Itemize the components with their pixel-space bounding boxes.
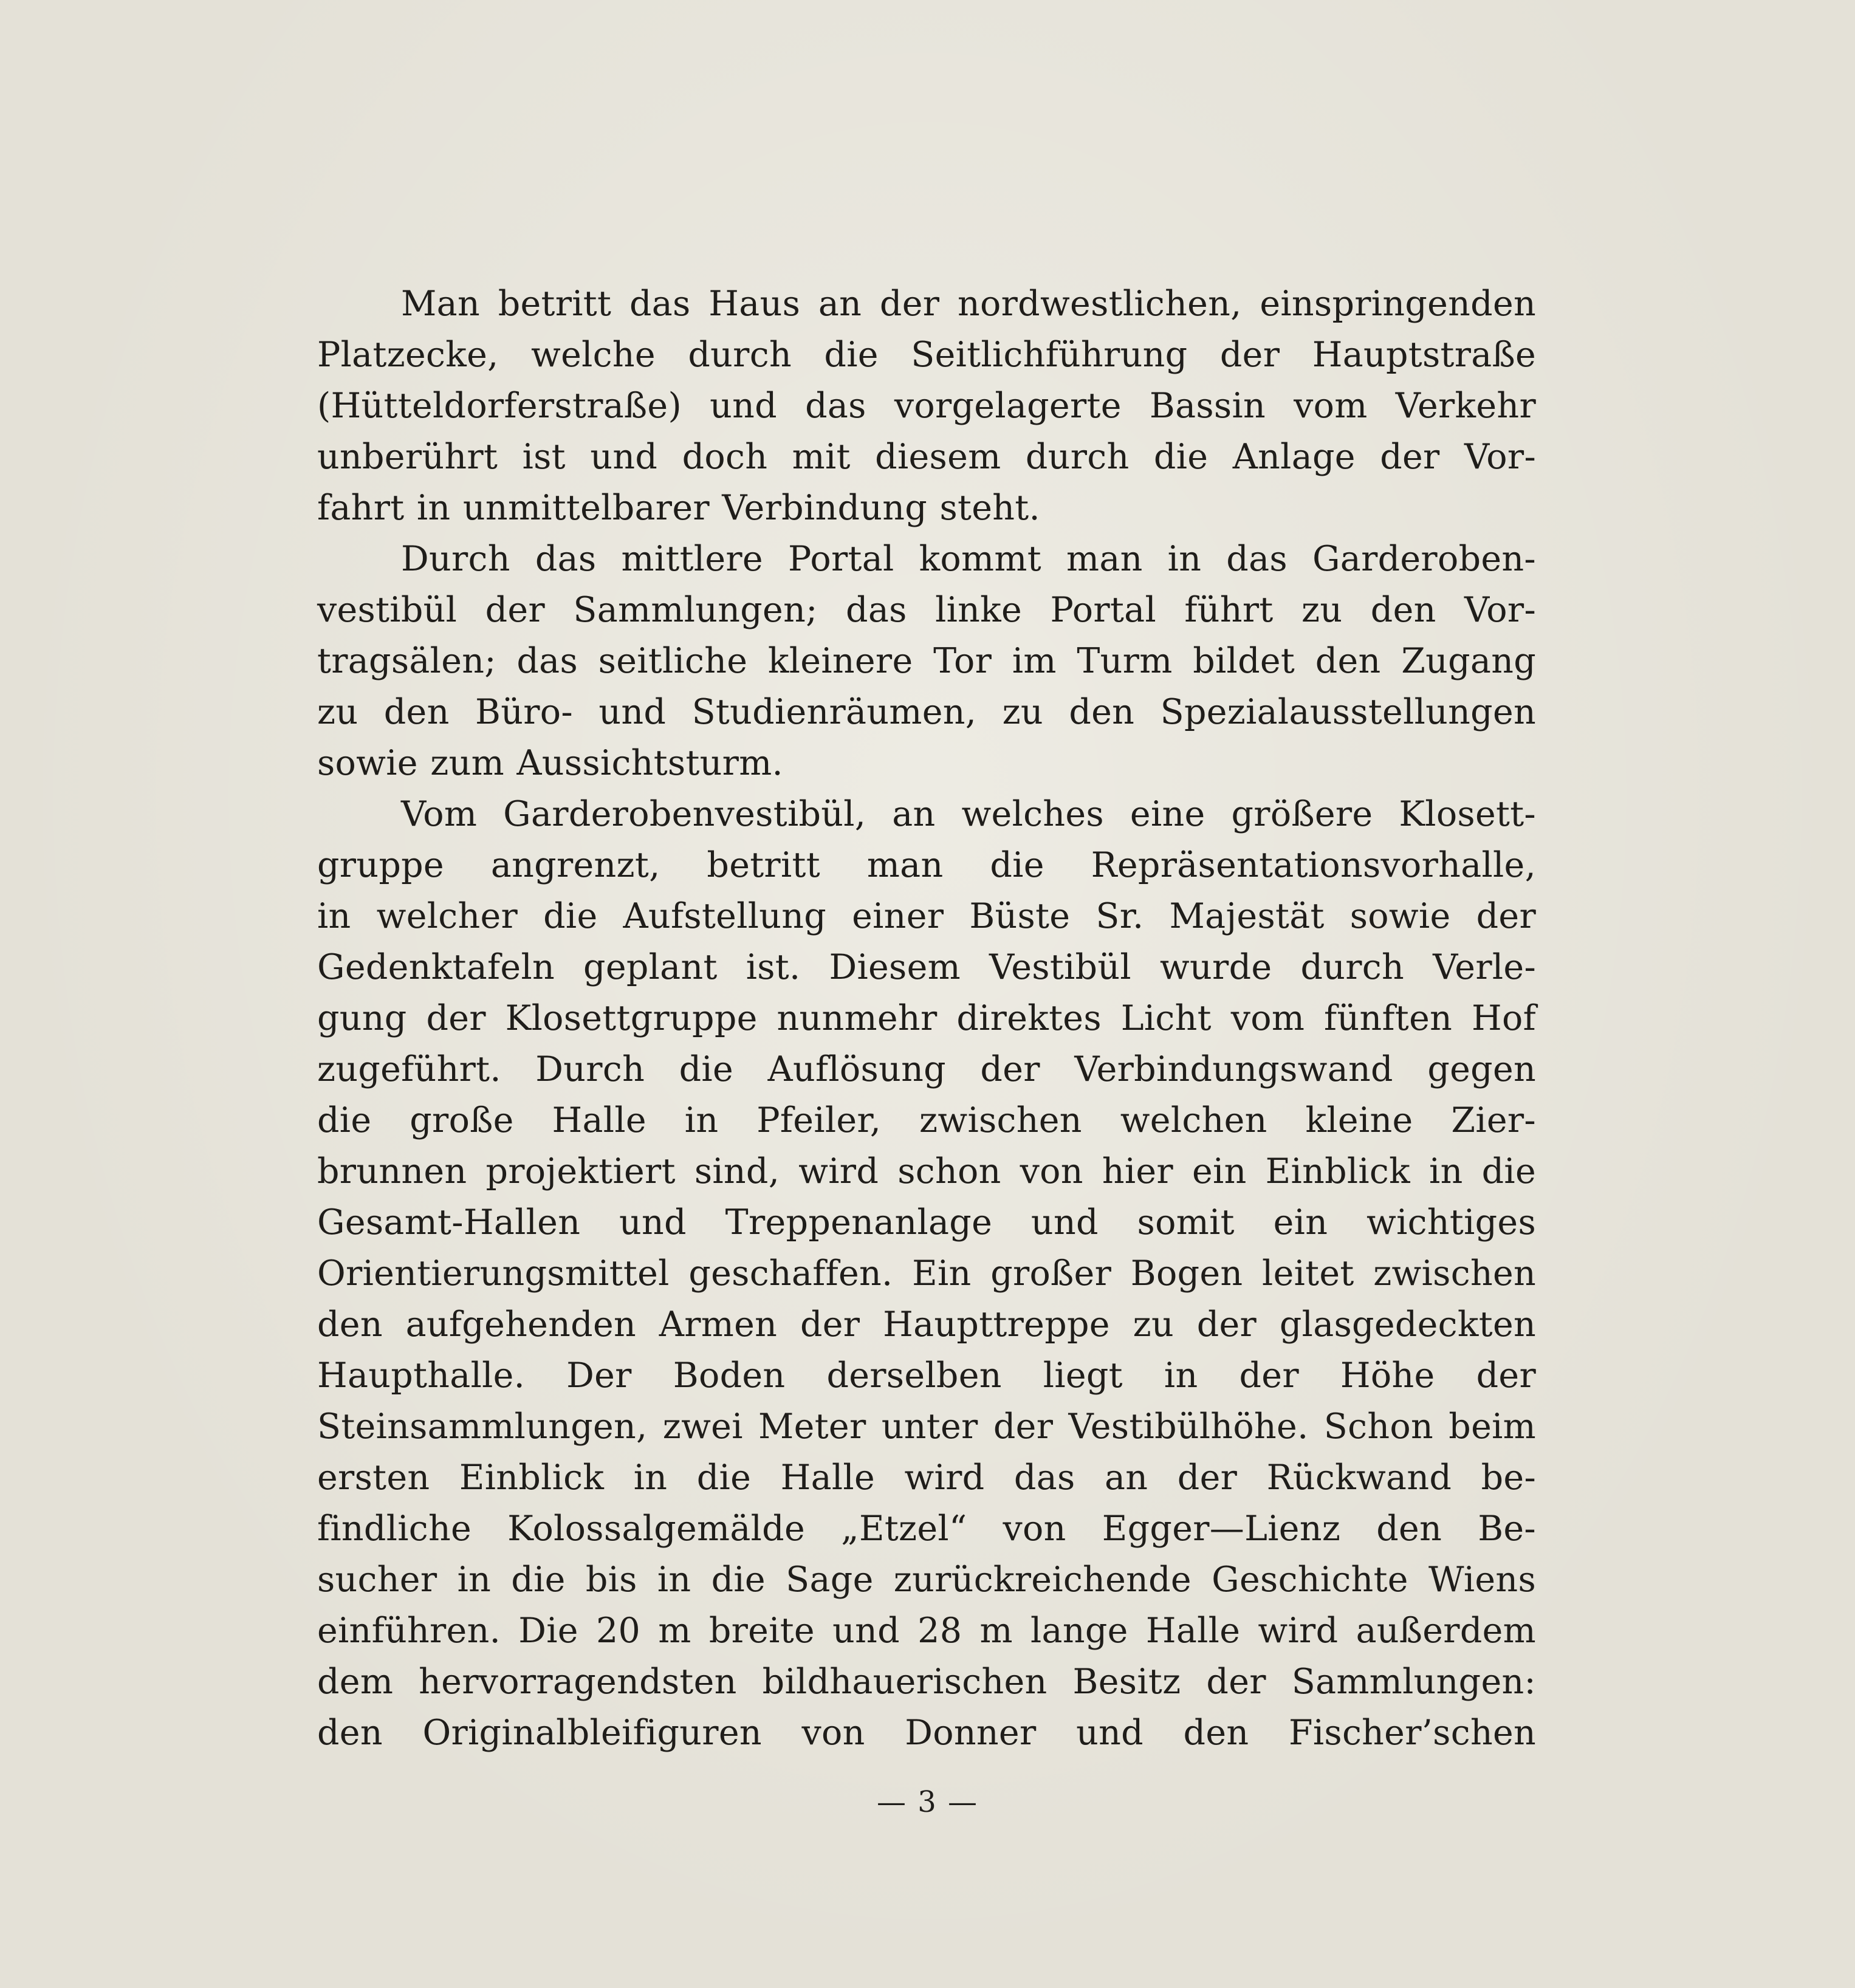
text-line: in welcher die Aufstellung einer Büste Sr. Majestät sowie der <box>317 896 1536 936</box>
text-line: zugeführt. Durch die Auflösung der Verbindungswand gegen <box>317 1049 1536 1089</box>
text-line: unberührt ist und doch mit diesem durch die Anlage der Vor- <box>317 437 1536 477</box>
text-line: Durch das mittlere Portal kommt man in das Garderoben- <box>401 539 1536 579</box>
text-line: Steinsammlungen, zwei Meter unter der Vestibülhöhe. Schon beim <box>317 1407 1536 1447</box>
text-line: Orientierungsmittel geschaffen. Ein großer Bogen leitet zwischen <box>317 1253 1536 1294</box>
text-line: (Hütteldorferstraße) und das vorgelagerte Bassin vom Verkehr <box>317 386 1536 426</box>
text-line: gruppe angrenzt, betritt man die Repräsentationsvorhalle, <box>317 845 1536 885</box>
text-line: fahrt in unmittelbarer Verbindung steht. <box>317 488 1040 528</box>
text-line: Haupthalle. Der Boden derselben liegt in der Höhe der <box>317 1356 1536 1396</box>
text-line: tragsälen; das seitliche kleinere Tor im Turm bildet den Zugang <box>317 641 1536 681</box>
text-line: die große Halle in Pfeiler, zwischen welchen kleine Zier- <box>317 1100 1536 1140</box>
text-line: sucher in die bis in die Sage zurückreichende Geschichte Wiens <box>317 1560 1536 1600</box>
text-line: den Originalbleifiguren von Donner und den Fischer’schen <box>317 1713 1536 1753</box>
text-line: Man betritt das Haus an der nordwestlichen, einspringenden <box>401 284 1536 324</box>
text-line: findliche Kolossalgemälde „Etzel“ von Egger—Lienz den Be- <box>317 1509 1536 1549</box>
text-line: Platzecke, welche durch die Seitlichführung der Hauptstraße <box>317 335 1536 375</box>
text-line: zu den Büro- und Studienräumen, zu den Spezialausstellungen <box>317 692 1536 732</box>
text-line: einführen. Die 20 m breite und 28 m lange Halle wird außerdem <box>317 1611 1536 1651</box>
body-text <box>317 278 1536 1758</box>
text-line: gung der Klosettgruppe nunmehr direktes Licht vom fünften Hof <box>317 998 1536 1038</box>
text-line: vestibül der Sammlungen; das linke Portal führt zu den Vor- <box>317 590 1536 630</box>
text-line: Gesamt-Hallen und Treppenanlage und somit ein wichtiges <box>317 1202 1536 1242</box>
text-line: brunnen projektiert sind, wird schon von hier ein Einblick in die <box>317 1151 1536 1191</box>
text-line: sowie zum Aussichtsturm. <box>317 743 783 783</box>
text-line: Gedenktafeln geplant ist. Diesem Vestibül wurde durch Verle- <box>317 947 1536 987</box>
text-line: ersten Einblick in die Halle wird das an der Rückwand be- <box>317 1458 1536 1498</box>
text-line: Vom Garderobenvestibül, an welches eine größere Klosett- <box>401 794 1536 834</box>
page-number: — 3 — <box>876 1785 979 1819</box>
text-line: den aufgehenden Armen der Haupttreppe zu der glasgedeckten <box>317 1304 1536 1345</box>
text-line: dem hervorragendsten bildhauerischen Besitz der Sammlungen: <box>317 1662 1536 1702</box>
